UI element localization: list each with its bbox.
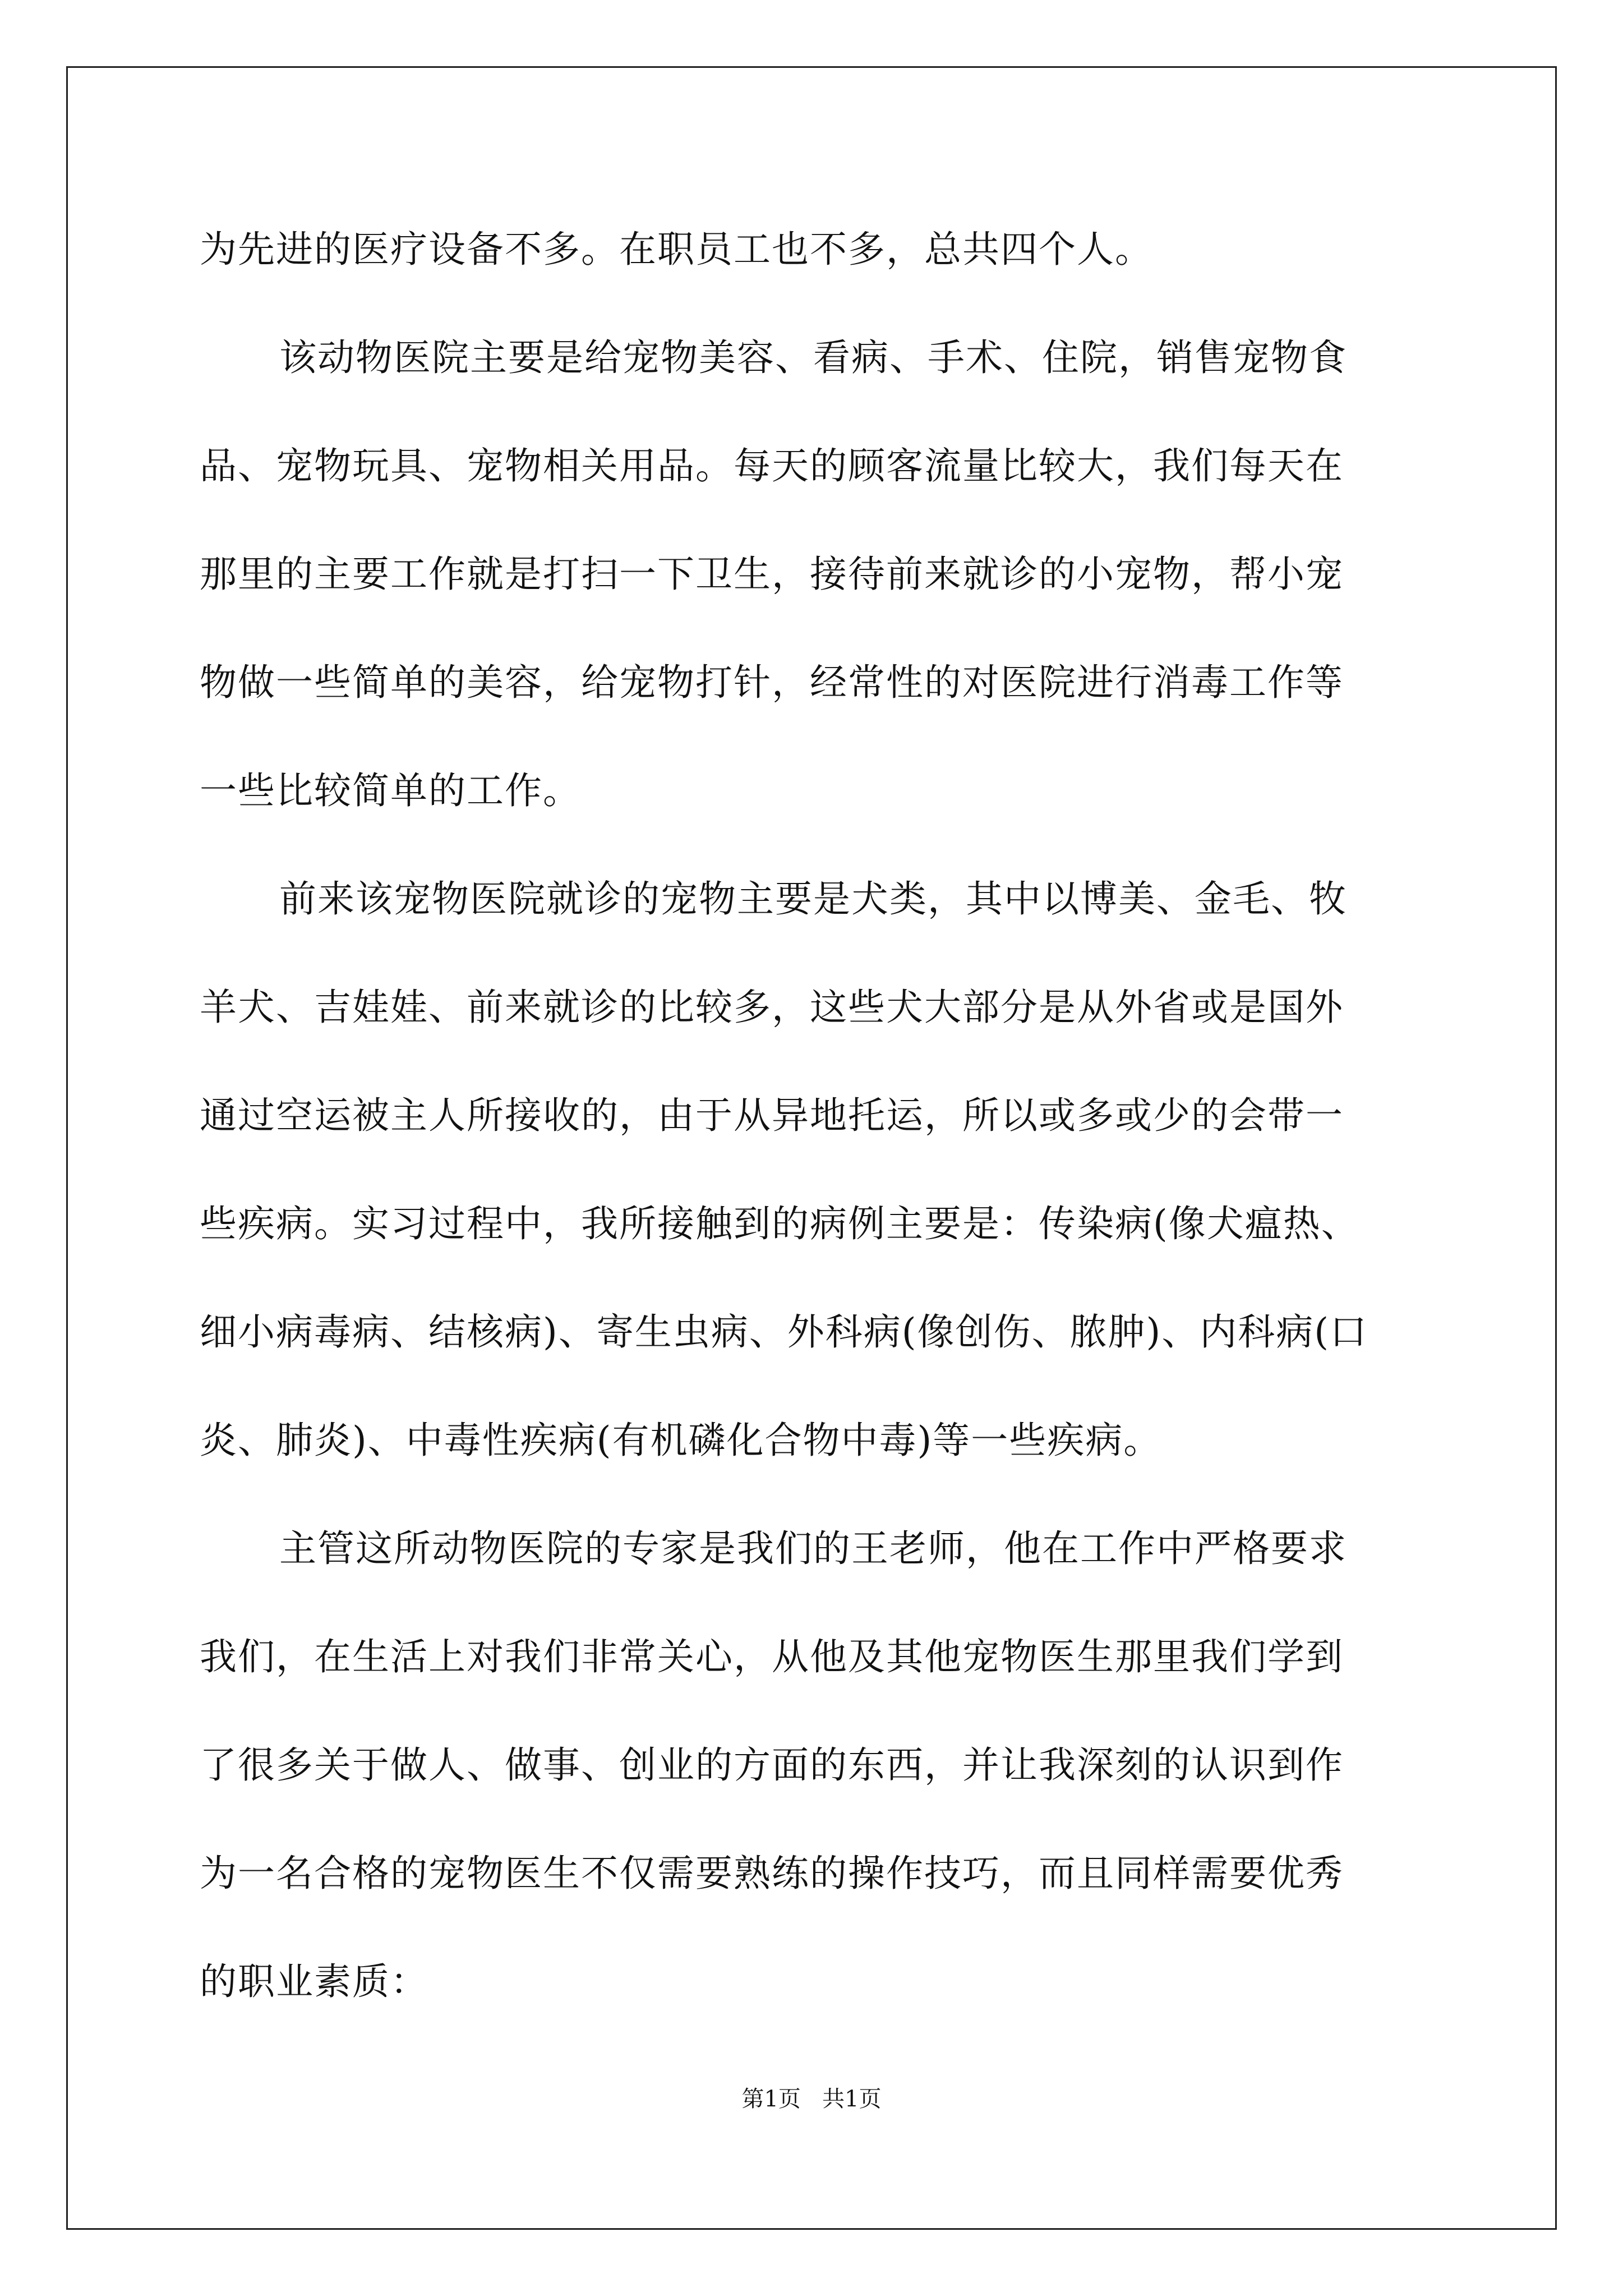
text-line: 那里的主要工作就是打扫一下卫生，接待前来就诊的小宠物，帮小宠 xyxy=(200,553,1344,596)
text-line: 为一名合格的宠物医生不仅需要熟练的操作技巧，而且同样需要优秀 xyxy=(200,1852,1344,1895)
text-line: 了很多关于做人、做事、创业的方面的东西，并让我深刻的认识到作 xyxy=(200,1743,1344,1787)
text-line: 一些比较简单的工作。 xyxy=(200,769,581,812)
text-line: 主管这所动物医院的专家是我们的王老师，他在工作中严格要求 xyxy=(279,1527,1347,1570)
text-line: 我们，在生活上对我们非常关心，从他及其他宠物医生那里我们学到 xyxy=(200,1635,1344,1678)
text-line: 羊犬、吉娃娃、前来就诊的比较多，这些犬大部分是从外省或是国外 xyxy=(200,986,1344,1029)
page-number-footer: 第1页 共1页 xyxy=(741,2086,882,2112)
text-line: 该动物医院主要是给宠物美容、看病、手术、住院，销售宠物食 xyxy=(279,336,1347,379)
text-line: 物做一些简单的美容，给宠物打针，经常性的对医院进行消毒工作等 xyxy=(200,661,1344,704)
text-line: 些疾病。实习过程中，我所接触到的病例主要是：传染病(像犬瘟热、 xyxy=(200,1202,1359,1245)
text-line: 的职业素质： xyxy=(200,1960,428,2003)
text-line: 炎、肺炎)、中毒性疾病(有机磷化合物中毒)等一些疾病。 xyxy=(200,1419,1162,1462)
text-line: 品、宠物玩具、宠物相关用品。每天的顾客流量比较大，我们每天在 xyxy=(200,444,1344,487)
document-body xyxy=(200,195,1456,2036)
text-line: 细小病毒病、结核病)、寄生虫病、外科病(像创伤、脓肿)、内科病(口 xyxy=(200,1310,1368,1354)
text-line: 前来该宠物医院就诊的宠物主要是犬类，其中以博美、金毛、牧 xyxy=(279,877,1347,921)
text-line: 通过空运被主人所接收的，由于从异地托运，所以或多或少的会带一 xyxy=(200,1094,1344,1137)
text-line: 为先进的医疗设备不多。在职员工也不多，总共四个人。 xyxy=(200,228,1153,271)
